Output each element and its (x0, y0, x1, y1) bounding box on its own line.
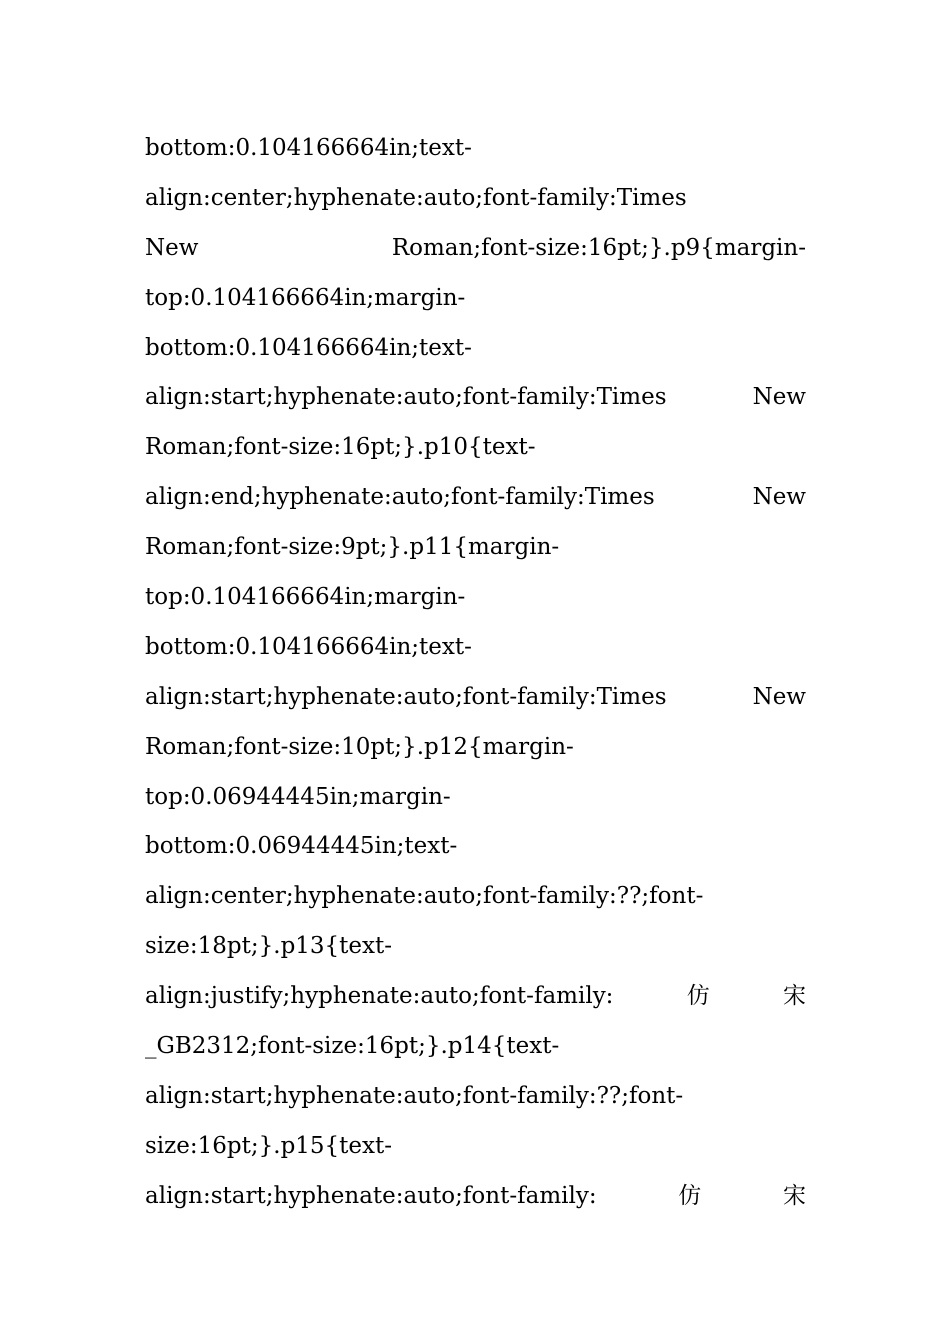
line-word: Roman;font-size:16pt;}.p9{margin- (391, 234, 806, 261)
line-text: Roman;font-size:16pt;}.p10{text- (145, 434, 536, 461)
line-word: align:start;hyphenate:auto;font-family:Times (145, 384, 667, 411)
text-line (145, 324, 806, 374)
line-text: Roman;font-size:9pt;}.p11{margin- (145, 534, 560, 561)
text-line (145, 174, 806, 224)
text-line (145, 423, 806, 473)
line-text: bottom:0.104166664in;text- (145, 135, 472, 161)
line-text: align:start;hyphenate:auto;font-family:??;font- (145, 1082, 684, 1109)
line-word: 仿 (686, 983, 710, 1010)
text-line (145, 1022, 806, 1072)
line-word: align:end;hyphenate:auto;font-family:Times (145, 484, 655, 511)
text-line (145, 872, 806, 922)
text-line (145, 723, 806, 773)
text-line (145, 373, 806, 423)
text-line (145, 623, 806, 673)
text-line (145, 1172, 806, 1222)
text-line (145, 822, 806, 872)
line-word: New (145, 234, 199, 261)
line-text: bottom:0.104166664in;text- (145, 334, 472, 361)
line-word: 宋 (783, 983, 806, 1010)
line-text: align:center;hyphenate:auto;font-family:??;font- (145, 883, 704, 910)
text-line (145, 573, 806, 623)
text-line (145, 972, 806, 1022)
line-text: _GB2312;font-size:16pt;}.p14{text- (145, 1033, 560, 1060)
line-text: top:0.104166664in;margin- (145, 584, 466, 611)
text-line (145, 922, 806, 972)
line-word: align:start;hyphenate:auto;font-family: (145, 1182, 597, 1209)
text-line (145, 1072, 806, 1122)
text-line (145, 523, 806, 573)
line-word: New (752, 484, 806, 511)
line-word: New (752, 683, 806, 710)
text-line (145, 274, 806, 324)
text-line (145, 773, 806, 823)
css-source-text (145, 124, 806, 1222)
line-word: align:justify;hyphenate:auto;font-family: (145, 983, 614, 1010)
line-text: top:0.06944445in;margin- (145, 783, 451, 810)
line-word: 仿 (678, 1182, 702, 1209)
line-text: top:0.104166664in;margin- (145, 284, 466, 311)
text-line (145, 124, 806, 174)
line-text: size:16pt;}.p15{text- (145, 1132, 393, 1159)
line-word: 宋 (782, 1182, 806, 1209)
text-line (145, 224, 806, 274)
line-word: align:start;hyphenate:auto;font-family:Times (145, 683, 667, 710)
text-line (145, 473, 806, 523)
line-text: Roman;font-size:10pt;}.p12{margin- (145, 733, 574, 760)
text-line (145, 1122, 806, 1172)
line-text: bottom:0.06944445in;text- (145, 833, 458, 860)
line-text: size:18pt;}.p13{text- (145, 933, 393, 960)
line-text: align:center;hyphenate:auto;font-family:Times (145, 184, 687, 211)
line-word: New (752, 384, 806, 411)
line-text: bottom:0.104166664in;text- (145, 633, 472, 660)
text-line (145, 673, 806, 723)
